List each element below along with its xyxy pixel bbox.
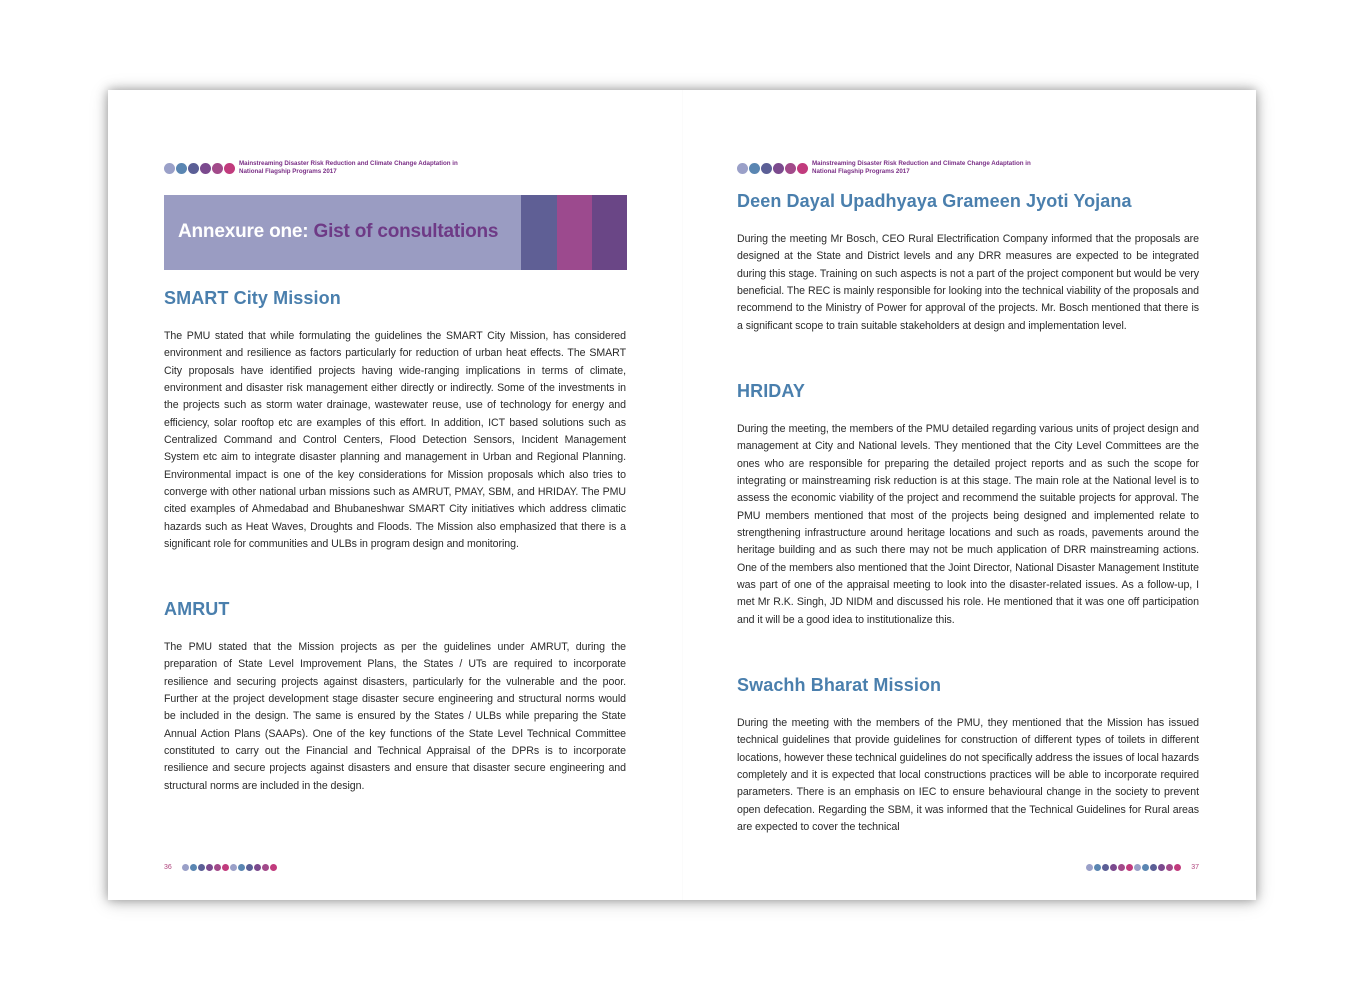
dot-icon (200, 163, 211, 174)
footer-left (164, 864, 278, 871)
dot-icon (737, 163, 748, 174)
dot-icon (246, 864, 253, 871)
footer-dots-right-icon (1086, 864, 1182, 871)
dot-icon (254, 864, 261, 871)
section-body-ddugjy: During the meeting Mr Bosch, CEO Rural Electrification Company informed that the proposals are designed at the State and District levels and any DRR measures are expected to be integrated during this stage. Training on such aspects is not a part of the project component but would be very beneficial. The REC is mainly responsible for looking into the technical viability of the proposals and recommend to the Ministry of Power for approval of the projects. Mr. Bosch mentioned that there is a significant scope to train suitable stakeholders at design and implementation level. (737, 233, 1199, 332)
running-head-dots-icon (164, 163, 236, 174)
right-page (737, 90, 1199, 900)
dot-icon (164, 163, 175, 174)
footer-right (1086, 864, 1199, 871)
dot-icon (761, 163, 772, 174)
section-heading-hriday: HRIDAY (737, 381, 805, 401)
section-heading-smart-city: SMART City Mission (164, 288, 341, 308)
dot-icon (1166, 864, 1173, 871)
dot-icon (1118, 864, 1125, 871)
footer-dots-left-icon (182, 864, 278, 871)
annexure-banner (164, 195, 627, 270)
banner-block-1 (521, 195, 557, 270)
dot-icon (224, 163, 235, 174)
banner-block-3 (592, 195, 627, 270)
dot-icon (1110, 864, 1117, 871)
running-head-left (164, 160, 458, 176)
dot-icon (1094, 864, 1101, 871)
running-head-line1: Mainstreaming Disaster Risk Reduction and Climate Change Adaptation in (812, 160, 1031, 167)
banner-title-prefix: Annexure one: (178, 221, 314, 242)
running-head-line1: Mainstreaming Disaster Risk Reduction and Climate Change Adaptation in (239, 160, 458, 167)
dot-icon (176, 163, 187, 174)
dot-icon (262, 864, 269, 871)
dot-icon (797, 163, 808, 174)
dot-icon (1150, 864, 1157, 871)
dot-icon (773, 163, 784, 174)
book-spread (108, 90, 1256, 900)
dot-icon (1126, 864, 1133, 871)
section-body-amrut: The PMU stated that the Mission projects as per the guidelines under AMRUT, during the preparation of State Level Improvement Plans, the States / UTs are required to incorporate resilience and securing projects against disasters, particularly for the vulnerable and the poor. Further at the project development stage disaster secure engineering and structural norms would be included in the design. The same is ensured by the States / ULBs while preparing the State Annual Action Plans (SAAPs). One of the key functions of the State Level Technical Committee constituted to carry out the Financial and Technical Appraisal of the DPRs is to incorporate resilience and secure projects against disasters and ensure that disaster secure engineering and structural norms are included in the design. (164, 641, 626, 792)
section-body-hriday: During the meeting, the members of the PMU detailed regarding various units of project design and management at City and National levels. They mentioned that the City Level Committees are the ones who are responsible for preparing the detailed project reports and as such the scope for integrating or mainstreaming risk reduction is at this stage. The main role at the National level is to assess the economic viability of the project and recommend the suitable projects for approval. The PMU members mentioned that most of the projects being designed and implemented relate to strengthening infrastructure around heritage locations and such as roads, pavements around the heritage building and as such there may not be much application of DRR mainstreaming actions. One of the members also mentioned that the Joint Director, National Disaster Management Institute was part of one of the appraisal meeting to look into the disaster-related issues. As a follow-up, I met Mr R.K. Singh, JD NIDM and discussed his role. He mentioned that it was one off participation and it will be a good idea to institutionalize this. (737, 423, 1199, 626)
dot-icon (785, 163, 796, 174)
running-head-right (737, 160, 1031, 176)
banner-title (178, 221, 498, 243)
dot-icon (270, 864, 277, 871)
section-heading-ddugjy: Deen Dayal Upadhyaya Grameen Jyoti Yojana (737, 191, 1132, 211)
dot-icon (182, 864, 189, 871)
page-number-right: 37 (1191, 864, 1199, 871)
running-head-line2: National Flagship Programs 2017 (239, 168, 337, 175)
dot-icon (198, 864, 205, 871)
dot-icon (206, 864, 213, 871)
dot-icon (238, 864, 245, 871)
dot-icon (1158, 864, 1165, 871)
dot-icon (188, 163, 199, 174)
dot-icon (190, 864, 197, 871)
dot-icon (1142, 864, 1149, 871)
dot-icon (222, 864, 229, 871)
section-body-smart-city: The PMU stated that while formulating the guidelines the SMART City Mission, has considered environment and resilience as factors particularly for reduction of urban heat effects. The SMART City proposals have identified projects having wide-ranging implications in terms of climate, environment and disaster risk management either directly or indirectly. Some of the investments in the projects such as storm water drainage, wastewater reuse, use of technology for energy and efficiency, solar rooftop etc are examples of this effort. In addition, ICT based solutions such as Centralized Command and Control Centers, Flood Detection Sensors, Incident Management System etc aim to integrate disaster planning and management in Urban and Regional Planning. Environmental impact is one of the key considerations for Mission proposals which also tries to converge with other national urban missions such as AMRUT, PMAY, SBM, and HRIDAY. The PMU cited examples of Ahmedabad and Bhubaneshwar SMART City initiatives which address climatic hazards such as Heat Waves, Droughts and Floods. The Mission also emphasized that there is a significant role for communities and ULBs in program design and monitoring. (164, 330, 626, 551)
banner-block-2 (557, 195, 592, 270)
running-head-text (239, 160, 458, 176)
running-head-text (812, 160, 1031, 176)
running-head-line2: National Flagship Programs 2017 (812, 168, 910, 175)
running-head-dots-icon (737, 163, 809, 174)
dot-icon (1102, 864, 1109, 871)
left-page (164, 90, 626, 900)
dot-icon (230, 864, 237, 871)
section-heading-sbm: Swachh Bharat Mission (737, 675, 942, 695)
dot-icon (212, 163, 223, 174)
dot-icon (749, 163, 760, 174)
dot-icon (214, 864, 221, 871)
banner-title-accent: Gist of consultations (313, 221, 499, 242)
section-body-sbm: During the meeting with the members of the PMU, they mentioned that the Mission has issued technical guidelines that provide guidelines for construction of different types of toilets in different locations, however these technical guidelines do not specifically address the issues of local hazards completely and it is expected that local constructions practices will be able to incorporate required parameters. There is an emphasis on IEC to ensure behavioural change in the society to prevent open defecation. Regarding the SBM, it was informed that the Technical Guidelines for Rural areas are expected to cover the technical (737, 717, 1199, 834)
dot-icon (1086, 864, 1093, 871)
page-number-left: 36 (164, 864, 172, 871)
dot-icon (1174, 864, 1181, 871)
gutter (682, 90, 683, 900)
dot-icon (1134, 864, 1141, 871)
section-heading-amrut: AMRUT (164, 599, 230, 619)
